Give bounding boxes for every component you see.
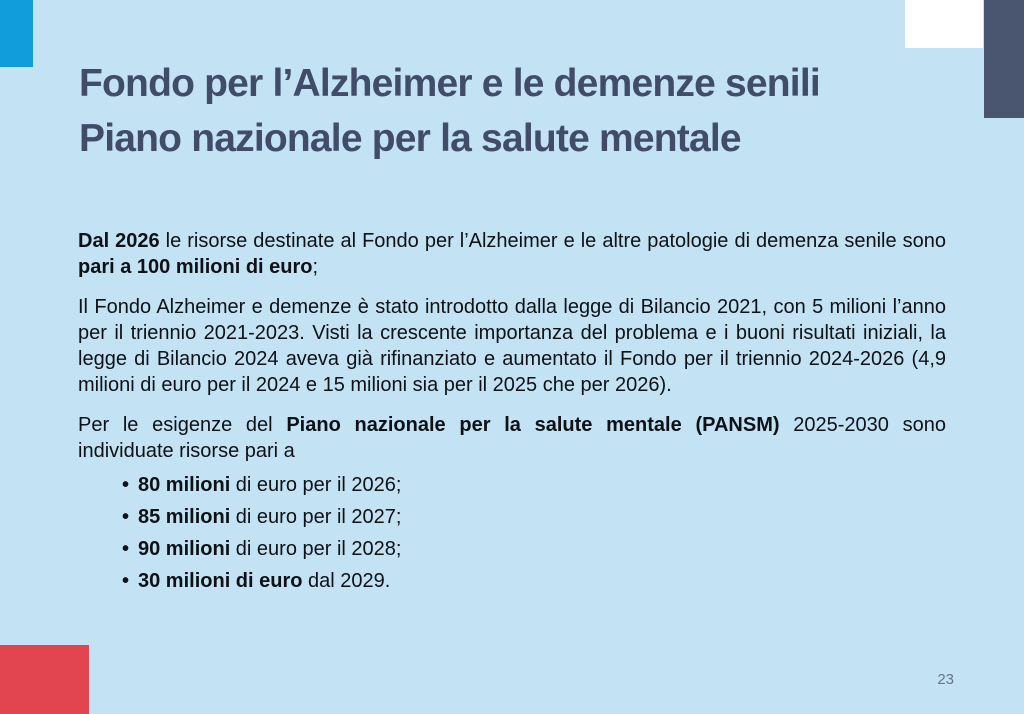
paragraph-run-bold: Piano nazionale per la salute mentale (PANSM) [286,414,780,436]
paragraph-fondo-2026 [78,228,946,280]
slide-body [78,228,946,600]
paragraph-run: Per le esigenze del [78,414,287,436]
slide-title-line1: Fondo per l’Alzheimer e le demenze senili [79,62,820,105]
bullet-icon: • [122,506,130,528]
accent-rect-top-right [905,0,983,48]
bullet-amount: 30 milioni di euro [138,570,303,592]
bullet-amount: 80 milioni [138,474,231,496]
list-item [122,504,946,530]
accent-square-top-left [0,0,33,67]
page-number: 23 [937,671,954,688]
paragraph-run-bold: pari a 100 milioni di euro [78,256,313,278]
paragraph-storia-fondo: Il Fondo Alzheimer e demenze è stato introdotto dalla legge di Bilancio 2021, con 5 milioni l’anno per il triennio 2021-2023. Visti la crescente importanza del problema e i buoni risultati iniziali, la legge di Bilancio 2024 aveva già rifinanziato e aumentato il Fondo per il triennio 2024-2026 (4,9 milioni di euro per il 2024 e 15 milioni sia per il 2025 che per 2026). [78,296,946,396]
paragraph-run: le risorse destinate al Fondo per l’Alzheimer e le altre patologie di demenza senile sono [159,230,946,252]
list-item [122,472,946,498]
accent-rect-bottom-left [0,645,89,714]
list-item [122,536,946,562]
slide-title-line2: Piano nazionale per la salute mentale [79,117,741,160]
bullet-icon: • [122,474,130,496]
bullet-icon: • [122,570,130,592]
bullet-text: dal 2029. [302,570,391,592]
bullet-text: di euro per il 2027; [230,506,402,528]
funding-bullet-list [78,472,946,594]
list-item [122,568,946,594]
paragraph-run-bold: Dal 2026 [78,230,160,252]
paragraph-run: 2025-2030 sono individuate risorse pari a [78,414,946,462]
paragraph-run: ; [312,256,319,278]
bullet-text: di euro per il 2026; [230,474,402,496]
bullet-text: di euro per il 2028; [230,538,402,560]
bullet-amount: 85 milioni [138,506,231,528]
slide-title [79,56,959,166]
bullet-amount: 90 milioni [138,538,231,560]
paragraph-pansm [78,412,946,464]
accent-bar-right-edge [984,0,1024,118]
bullet-icon: • [122,538,130,560]
